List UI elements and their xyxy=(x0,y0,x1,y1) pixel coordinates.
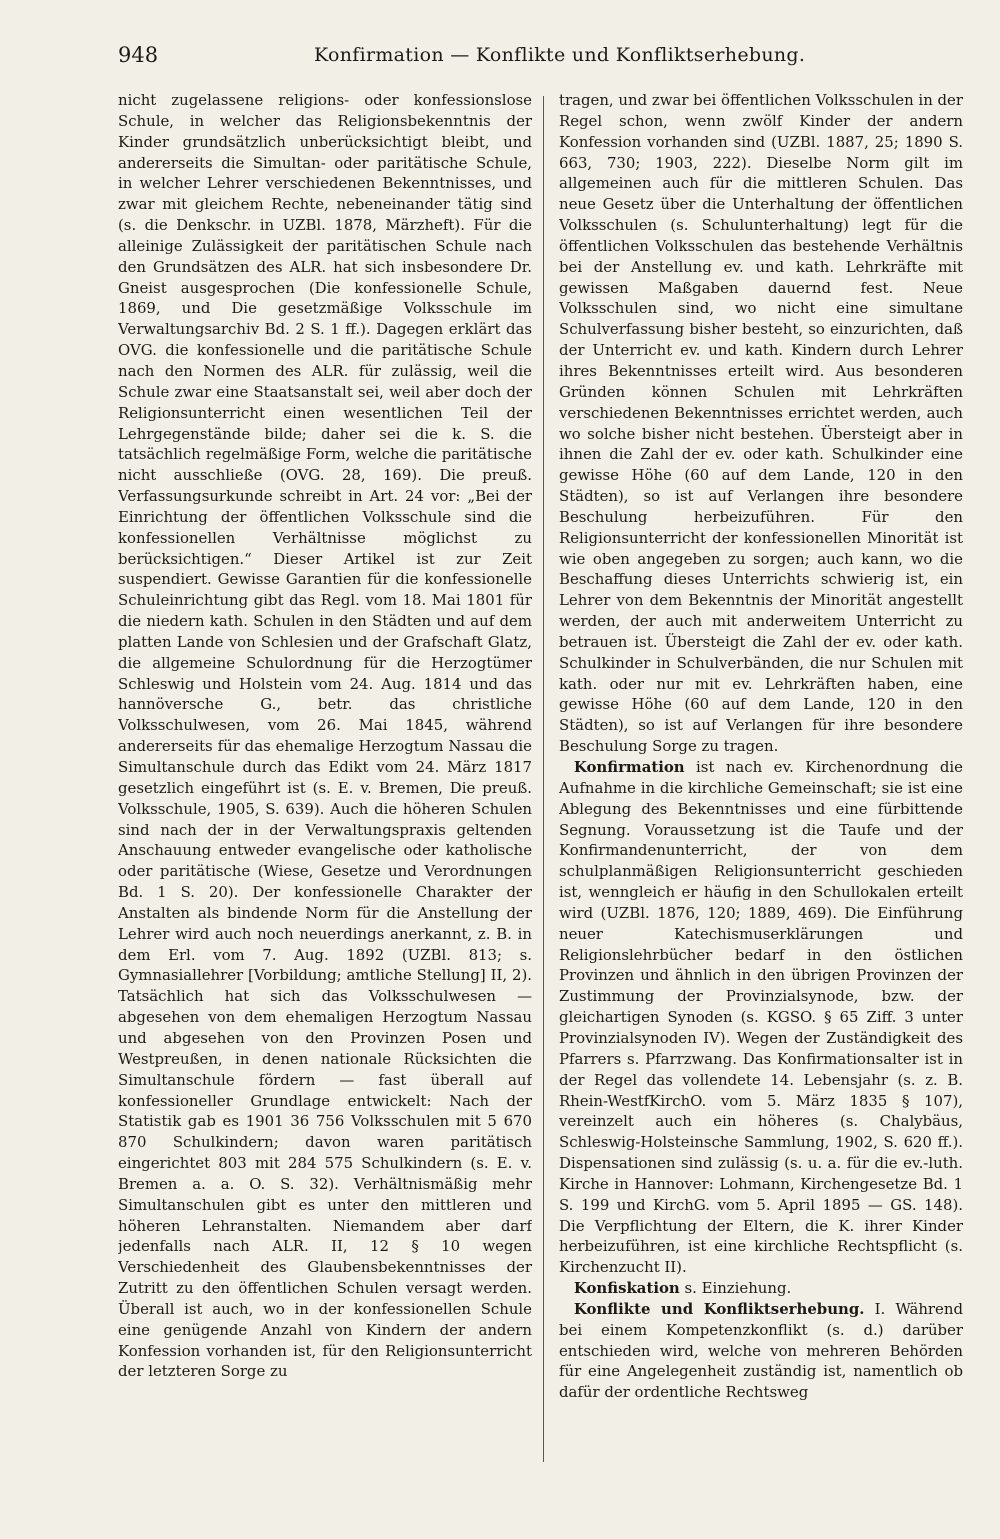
column-divider xyxy=(543,96,544,1462)
entry-term: Konflikte und Konfliktserhebung. xyxy=(573,1299,865,1318)
entry-konfirmation xyxy=(559,757,963,1278)
left-column-text: nicht zugelassene religions- oder konfessionslose Schule, in welcher das Religionsbekenntnis der Kinder grundsätzlich unberücksichtigt bleibt, und andererseits die Simultan- oder paritätische Schule, in welcher Lehrer verschiedenen Bekenntnisses, und zwar mit gleichem Rechte, nebeneinander tätig sind (s. die Denkschr. in UZBl. 1878, Märzheft). Für die alleinige Zulässigkeit der paritätischen Schule nach den Grundsätzen des ALR. hat sich insbesondere Dr. Gneist ausgesprochen (Die konfessionelle Schule, 1869, und Die gesetzmäßige Volksschule im Verwaltungsarchiv Bd. 2 S. 1 ff.). Dagegen erklärt das OVG. die konfessionelle und die paritätische Schule nach den Normen des ALR. für zulässig, weil die Schule zwar eine Staatsanstalt sei, weil aber doch der Religionsunterricht einen wesentlichen Teil der Lehrgegenstände bilde; daher sei die k. S. die tatsächlich regelmäßige Form, welche die paritätische nicht ausschließe (OVG. 28, 169). Die preuß. Verfassungsurkunde schreibt in Art. 24 vor: „Bei der Einrichtung der öffentlichen Volksschule sind die konfessionellen Verhältnisse möglichst zu berücksichtigen.“ Dieser Artikel ist zur Zeit suspendiert. Gewisse Garantien für die konfessionelle Schuleinrichtung gibt das Regl. vom 18. Mai 1801 für die niedern kath. Schulen in den Städten und auf dem platten Lande von Schlesien und der Grafschaft Glatz, die allgemeine Schulordnung für die Herzogtümer Schleswig und Holstein vom 24. Aug. 1814 und das hannöversche G., betr. das christliche Volksschulwesen, vom 26. Mai 1845, während andererseits für das ehemalige Herzogtum Nassau die Simultanschule durch das Edikt vom 24. März 1817 gesetzlich eingeführt ist (s. E. v. Bremen, Die preuß. Volksschule, 1905, S. 639). Auch die höheren Schulen sind nach der in der Verwaltungspraxis geltenden Anschauung entweder evangelische oder katholische oder paritätische (Wiese, Gesetze und Verordnungen Bd. 1 S. 20). Der konfessionelle Charakter der Anstalten als bindende Norm für die Anstellung der Lehrer wird auch noch neuerdings anerkannt, z. B. in dem Erl. vom 7. Aug. 1892 (UZBl. 813; s. Gymnasiallehrer [Vorbildung; amtliche Stellung] II, 2). Tatsächlich hat sich das Volksschulwesen — abgesehen von dem ehemaligen Herzogtum Nassau und abgesehen von den Provinzen Posen und Westpreußen, in denen nationale Rücksichten die Simultanschule fördern — fast überall auf konfessioneller Grundlage entwickelt: Nach der Statistik gab es 1901 36 756 Volksschulen mit 5 670 870 Schulkindern; davon waren paritätisch eingerichtet 803 mit 284 575 Schulkindern (s. E. v. Bremen a. a. O. S. 32). Verhältnismäßig mehr Simultanschulen gibt es unter den mittleren und höheren Lehranstalten. Niemandem aber darf jedenfalls nach ALR. II, 12 § 10 wegen Verschiedenheit des Glaubensbekenntnisses der Zutritt zu den öffentlichen Schulen versagt werden. Überall ist auch, wo in der konfessionellen Schule eine genügende Anzahl von Kindern der andern Konfession vorhanden ist, für den Religionsunterricht der letzteren Sorge zu xyxy=(118,91,532,1381)
entry-konfiskation xyxy=(559,1278,963,1299)
left-column xyxy=(118,90,532,1480)
entry-konflikte xyxy=(559,1299,963,1403)
entry-text: I. Während bei einem Kompetenzkonflikt (s. d.) darüber entschieden wird, welche von mehreren Behörden für eine Angelegenheit zuständig ist, namentlich ob dafür der ordentliche Rechtsweg xyxy=(559,1299,963,1402)
continuation-paragraph: tragen, und zwar bei öffentlichen Volksschulen in der Regel schon, wenn zwölf Kinder der andern Konfession vorhanden sind (UZBl. 1887, 25; 1890 S. 663, 730; 1903, 222). Dieselbe Norm gilt im allgemeinen auch für die mittleren Schulen. Das neue Gesetz über die Unterhaltung der öffentlichen Volksschulen (s. Schulunterhaltung) legt für die öffentlichen Volksschulen das bestehende Verhältnis bei der Anstellung ev. und kath. Lehrkräfte mit gewissen Maßgaben dauernd fest. Neue Volksschulen sind, wo nicht eine simultane Schulverfassung bisher besteht, so einzurichten, daß der Unterricht ev. und kath. Kindern durch Lehrer ihres Bekenntnisses erteilt wird. Aus besonderen Gründen können Schulen mit Lehrkräften verschiedenen Bekenntnisses errichtet werden, auch wo solche bisher nicht bestehen. Übersteigt aber in ihnen die Zahl der ev. oder kath. Schulkinder eine gewisse Höhe (60 auf dem Lande, 120 in den Städten), so ist auf Verlangen ihre besondere Beschulung herbeizuführen. Für den Religionsunterricht der konfessionellen Minorität ist wie oben angegeben zu sorgen; auch kann, wo die Beschaffung dieses Unterrichts schwierig ist, ein Lehrer von dem Bekenntnis der Minorität angestellt werden, der auch mit anderweitem Unterricht zu betrauen ist. Übersteigt die Zahl der ev. oder kath. Schulkinder in Schulverbänden, die nur Schulen mit kath. oder nur mit ev. Lehrkräften haben, eine gewisse Höhe (60 auf dem Lande, 120 in den Städten), so ist auf Verlangen für ihre besondere Beschulung Sorge zu tragen. xyxy=(559,91,963,756)
entry-text: ist nach ev. Kirchenordnung die Aufnahme in die kirchliche Gemeinschaft; sie ist eine Ablegung des Bekenntnisses und eine fürbittende Segnung. Voraussetzung ist die Taufe und der Konfirmandenunterricht, der von dem schulplanmäßigen Religionsunterricht geschieden ist, wenngleich er häufig in den Schullokalen erteilt wird (UZBl. 1876, 120; 1889, 469). Die Einführung neuer Katechismuserklärungen und Religionslehrbücher bedarf in den östlichen Provinzen und ähnlich in den übrigen Provinzen der Zustimmung der Provinzialsynode, bzw. der gleichartigen Synoden (s. KGSO. § 65 Ziff. 3 unter Provinzialsynoden IV). Wegen der Zuständigkeit des Pfarrers s. Pfarrzwang. Das Konfirmationsalter ist in der Regel das vollendete 14. Lebensjahr (s. z. B. Rhein-WestfKirchO. vom 5. März 1835 § 107), vereinzelt auch ein höheres (s. Chalybäus, Schleswig-Holsteinsche Sammlung, 1902, S. 620 ff.). Dispensationen sind zulässig (s. u. a. für die ev.-luth. Kirche in Hannover: Lohmann, Kirchengesetze Bd. 1 S. 199 und KirchG. vom 5. April 1895 — GS. 148). Die Verpflichtung der Eltern, die K. ihrer Kinder herbeizuführen, ist eine kirchliche Rechtspflicht (s. Kirchenzucht II). xyxy=(559,758,963,1277)
page-number: 948 xyxy=(118,43,159,67)
running-head: Konfirmation — Konflikte und Konfliktserhebung. xyxy=(314,44,806,66)
entry-term: Konfirmation xyxy=(573,758,685,776)
page-header xyxy=(118,40,960,74)
right-column xyxy=(559,90,963,1480)
entry-text: s. Einziehung. xyxy=(679,1279,792,1298)
entry-term: Konfiskation xyxy=(573,1279,680,1298)
